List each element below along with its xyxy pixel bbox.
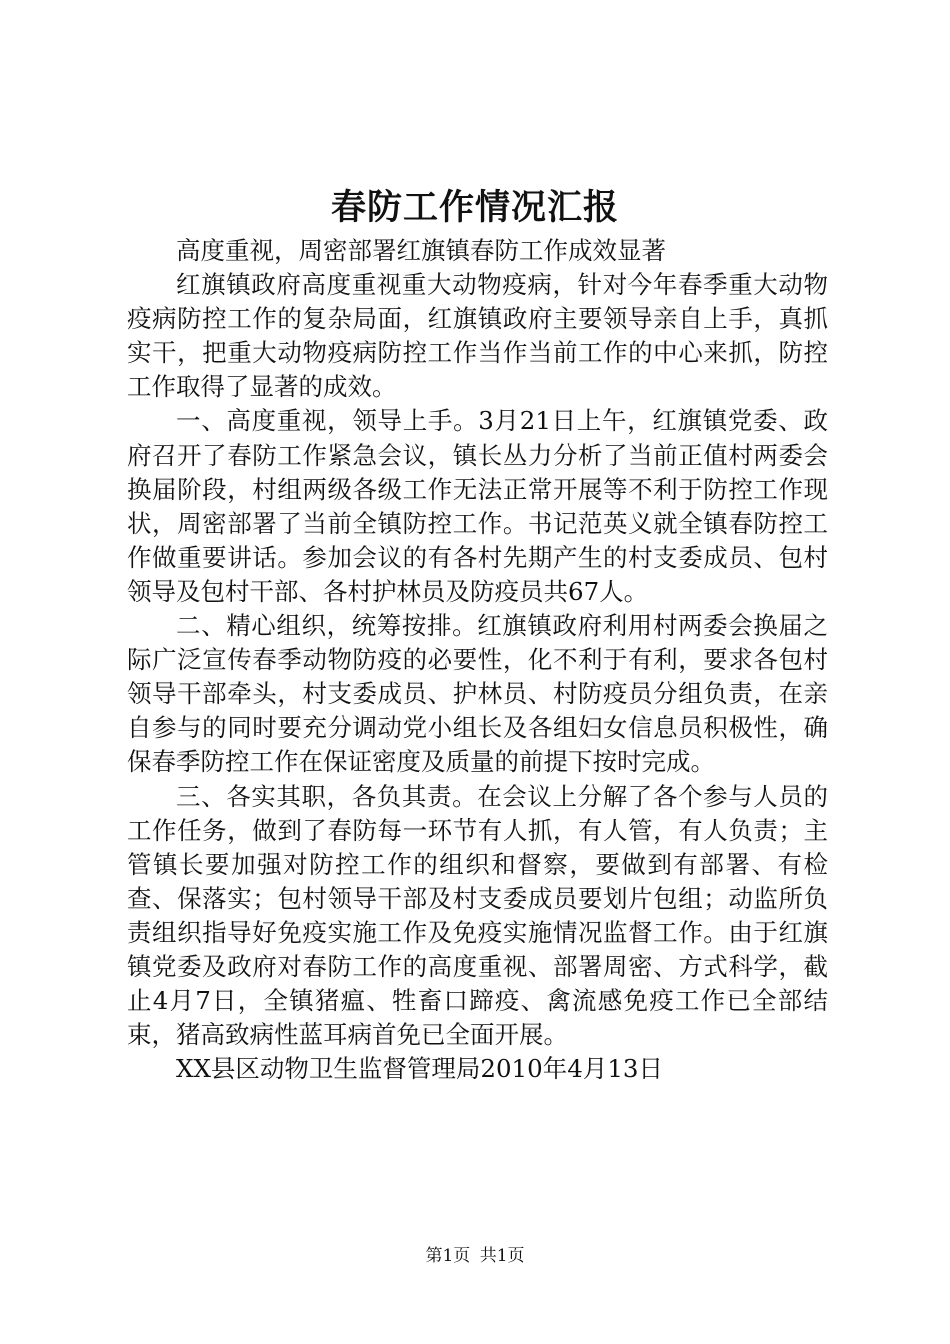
- paragraph-section-1: 一、高度重视，领导上手。3月21日上午，红旗镇党委、政府召开了春防工作紧急会议，镇长丛力分析了当前正值村两委会换届阶段，村组两级各级工作无法正常开展等不利于防控工作现状，周密部署了当前全镇防控工作。书记范英义就全镇春防控工作做重要讲话。参加会议的有各村先期产生的村支委成员、包村领导及包村干部、各村护林员及防疫员共67人。: [127, 406, 828, 606]
- page-number-current: 第1页: [425, 1246, 471, 1266]
- paragraph-section-2: 二、精心组织，统筹按排。红旗镇政府利用村两委会换届之际广泛宣传春季动物防疫的必要性，化不利于有利，要求各包村领导干部牵头，村支委成员、护林员、村防疫员分组负责，在亲自参与的同时要充分调动党小组长及各组妇女信息员积极性，确保春季防控工作在保证密度及质量的前提下按时完成。: [127, 611, 828, 777]
- document-body: [127, 234, 828, 1086]
- page-number-total: 共1页: [479, 1246, 525, 1266]
- document-title: 春防工作情况汇报: [330, 187, 619, 228]
- page-footer: [0, 1244, 950, 1268]
- paragraph-section-3: 三、各实其职，各负其责。在会议上分解了各个参与人员的工作任务，做到了春防每一环节有人抓，有人管，有人负责；主管镇长要加强对防控工作的组织和督察，要做到有部署、有检查、保落实；包村领导干部及村支委成员要划片包组；动监所负责组织指导好免疫实施工作及免疫实施情况监督工作。由于红旗镇党委及政府对春防工作的高度重视、部署周密、方式科学，截止4月7日，全镇猪瘟、牲畜口蹄疫、禽流感免疫工作已全部结束，猪高致病性蓝耳病首免已全面开展。: [127, 781, 828, 1050]
- paragraph-intro: 红旗镇政府高度重视重大动物疫病，针对今年春季重大动物疫病防控工作的复杂局面，红旗镇政府主要领导亲自上手，真抓实干，把重大动物疫病防控工作当作当前工作的中心来抓，防控工作取得了显著的成效。: [127, 270, 828, 402]
- paragraph-signature: XX县区动物卫生监督管理局2010年4月13日: [176, 1054, 663, 1084]
- paragraph-subtitle: 高度重视，周密部署红旗镇春防工作成效显著: [176, 236, 666, 265]
